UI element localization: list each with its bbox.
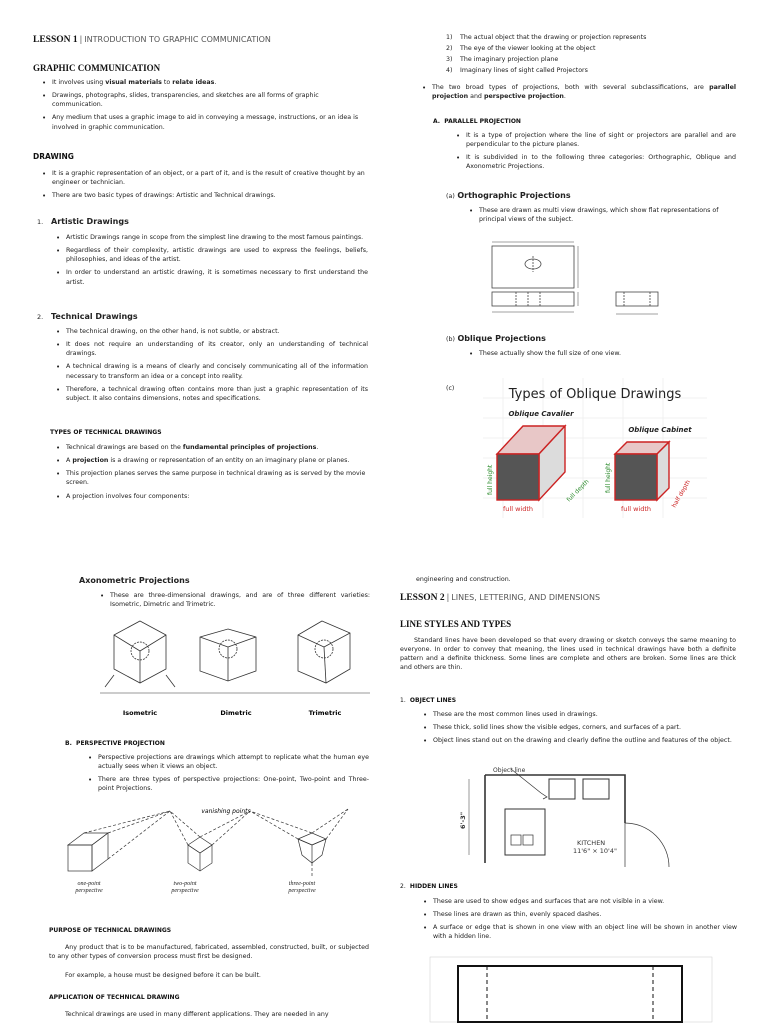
object-lines-bullet-3: • Object lines stand out on the drawing and clearly define the outline and features of the object.	[421, 736, 737, 745]
gc-bullet-3: • Any medium that uses a graphic image to aid in conveying a message, instructions, or an idea is involved in graphic communication.	[40, 113, 370, 131]
ortho-bullet-1: • These are drawn as multi view drawings, which show flat representations of principal views of the subject.	[467, 206, 737, 224]
lesson2-label: LESSON 2	[400, 593, 445, 603]
perspective-heading: B. PERSPECTIVE PROJECTION	[65, 740, 165, 747]
oblique-cabinet-label: Oblique Cabinet	[628, 426, 692, 434]
kitchen-label: KITCHEN	[577, 839, 606, 847]
gc-list	[40, 78, 370, 136]
purpose-paragraph-2: For example, a house must be designed before it can be built.	[65, 972, 261, 979]
cab-half-depth: half depth	[670, 478, 693, 509]
oblique-list	[467, 349, 737, 362]
technical-list	[54, 327, 368, 407]
object-lines-bullet-1: • These are the most common lines used in drawings.	[421, 710, 737, 719]
component-3: 3) The imaginary projection plane	[446, 56, 559, 64]
component-1: 1) The actual object that the drawing or projection represents	[446, 34, 647, 41]
technical-bullet-2: • It does not require an understanding of its creator, only an understanding of technical drawings.	[54, 340, 368, 358]
cabinet-cube	[615, 442, 669, 500]
artistic-bullet-1: • Artistic Drawings range in scope from the simplest line drawing to the most famous paintings.	[54, 233, 368, 242]
cav-full-width: full width	[503, 505, 534, 513]
c-label: (c)	[446, 385, 455, 392]
gc-bullet-1: • It involves using visual materials to relate ideas.	[40, 78, 370, 87]
height-dimension-label: 6'-3"	[459, 811, 467, 829]
lesson1-subtitle: INTRODUCTION TO GRAPHIC COMMUNICATION	[84, 35, 271, 44]
hidden-lines-list	[421, 897, 737, 946]
artistic-bullet-2: • Regardless of their complexity, artistic drawings are used to express the feelings, beliefs, philosophies, and ideas of the artist.	[54, 246, 368, 264]
object-lines-heading: 1. OBJECT LINES	[400, 697, 457, 704]
hidden-lines-bullet-2: • These lines are drawn as thin, evenly spaced dashes.	[421, 910, 737, 919]
three-point-label: three-point perspective	[288, 881, 316, 894]
ortho-heading: (a) Orthographic Projections	[446, 191, 571, 200]
technical-bullet-3: • A technical drawing is a means of clearly and concisely communicating all of the information necessary to transform an idea or a concept into reality.	[54, 362, 368, 380]
line-styles-paragraph: Standard lines have been developed so that every drawing or sketch conveys the same meaning to everyone. In order to convey that meaning, the lines used in technical drawings have both a definite pattern and a definite thickness. Some lines are complete and others are broken. Some lines are thick and others are thin.	[400, 637, 736, 672]
axonometric-list	[98, 591, 370, 613]
artistic-heading: 1. Artistic Drawings	[37, 217, 129, 226]
types-bullet-4: • A projection involves four components:	[54, 492, 368, 501]
cab-full-height: full height	[605, 462, 612, 493]
ortho-list	[467, 206, 737, 228]
cav-full-height: full height	[487, 464, 494, 495]
front-view-rect	[492, 292, 574, 306]
parallel-bullet-1: • It is a type of projection where the line of sight or projectors are parallel and are perpendicular to the picture planes.	[454, 131, 736, 149]
object-lines-bullet-2: • These thick, solid lines show the visible edges, corners, and surfaces of a part.	[421, 723, 737, 732]
broad-types-bullet: • The two broad types of projections, both with several subclassifications, are parallel projection and perspective projection.	[420, 83, 736, 101]
types-list	[54, 443, 368, 505]
types-heading: TYPES OF TECHNICAL DRAWINGS	[50, 429, 162, 436]
component-2: 2) The eye of the viewer looking at the object	[446, 45, 596, 53]
door-swing	[625, 823, 669, 867]
oblique-bullet-1: • These actually show the full size of one view.	[467, 349, 737, 358]
parallel-list	[454, 131, 736, 176]
dimetric-label: Dimetric	[220, 709, 252, 717]
drawing-list	[40, 169, 370, 204]
perspective-bullet-1: • Perspective projections are drawings which attempt to replicate what the human eye actually sees when it views an object.	[86, 753, 369, 771]
orthographic-figure	[428, 234, 740, 326]
technical-bullet-1: • The technical drawing, on the other hand, is not subtle, or abstract.	[54, 327, 368, 336]
lesson1-title: LESSON 1 | INTRODUCTION TO GRAPHIC COMMUNICATION	[33, 35, 271, 45]
axonometric-figure	[100, 617, 370, 721]
parallel-heading: A. PARALLEL PROJECTION	[433, 118, 521, 125]
parallel-bullet-2: • It is subdivided in to the following three categories: Orthographic, Oblique and Axonometric Projections.	[454, 153, 736, 171]
technical-heading: 2. Technical Drawings	[37, 312, 138, 321]
lesson1-title-block	[33, 34, 373, 48]
perspective-bullet-2: • There are three types of perspective projections: One-point, Two-point and Three-point Projections.	[86, 775, 369, 793]
two-point-label: two-point perspective	[171, 881, 199, 894]
object-line-label: Object line	[493, 767, 526, 774]
drawing-bullet-1: • It is a graphic representation of an object, or a part of it, and is the result of creative thought by an engineer or technician.	[40, 169, 370, 187]
kitchen-size-label: 11'6" × 10'4"	[573, 847, 617, 855]
hidden-lines-bullet-1: • These are used to show edges and surfaces that are not visible in a view.	[421, 897, 737, 906]
one-point-box	[68, 845, 92, 871]
application-heading: APPLICATION OF TECHNICAL DRAWING	[49, 994, 180, 1001]
hidden-lines-heading: 2. HIDDEN LINES	[400, 883, 458, 890]
drawing-heading: DRAWING	[33, 152, 74, 161]
purpose-paragraph-1: Any product that is to be manufactured, fabricated, assembled, constructed, built, or subjected to any other types of conversion process must first be designed.	[49, 944, 369, 961]
axonometric-bullet-1: • These are three-dimensional drawings, and are of three different varieties: Isometric, Dimetric and Trimetric.	[98, 591, 370, 609]
purpose-heading: PURPOSE OF TECHNICAL DRAWINGS	[49, 927, 172, 934]
lesson2-title: LESSON 2 | LINES, LETTERING, AND DIMENSIONS	[400, 593, 601, 603]
oblique-cavalier-label: Oblique Cavalier	[508, 410, 574, 418]
oblique-fig-title: Types of Oblique Drawings	[508, 387, 682, 402]
oblique-drawings-figure	[483, 378, 707, 518]
technical-bullet-4: • Therefore, a technical drawing often contains more than just a graphic representation of its subject. It also contains dimensions, notes and specifications.	[54, 385, 368, 403]
lesson1-label: LESSON 1	[33, 35, 78, 45]
graphic-communication-heading: GRAPHIC COMMUNICATION	[33, 63, 161, 73]
components-list	[446, 33, 746, 78]
one-point-label: one-point perspective	[75, 881, 103, 894]
vanishing-points-label: vanishing points	[201, 808, 251, 815]
oblique-heading: (b) Oblique Projections	[446, 334, 546, 343]
line-styles-heading: LINE STYLES AND TYPES	[400, 619, 512, 629]
axonometric-heading: Axonometric Projections	[79, 576, 190, 585]
broad-types-list	[420, 83, 736, 105]
artistic-bullet-3: • In order to understand an artistic drawing, it is sometimes necessary to first understand the artist.	[54, 268, 368, 286]
types-bullet-1: • Technical drawings are based on the fundamental principles of projections.	[54, 443, 368, 452]
lesson2-subtitle: LINES, LETTERING, AND DIMENSIONS	[451, 593, 601, 602]
component-4: 4) Imaginary lines of sight called Projectors	[446, 67, 588, 75]
perspective-figure	[50, 805, 350, 877]
perspective-list	[86, 753, 369, 798]
hidden-lines-bullet-3: • A surface or edge that is shown in one view with an object line will be shown in another view with a hidden line.	[421, 923, 737, 941]
object-line-figure	[455, 763, 695, 871]
gc-bullet-2: • Drawings, photographs, slides, transparencies, and sketches are all forms of graphic communication.	[40, 91, 370, 109]
artistic-list	[54, 233, 368, 291]
types-bullet-2: • A projection is a drawing or representation of an entity on an imaginary plane or planes.	[54, 456, 368, 465]
cab-full-width: full width	[621, 505, 652, 513]
side-view-rect	[616, 292, 658, 306]
types-bullet-3: • This projection planes serves the same purpose in technical drawing as is served by the movie screen.	[54, 469, 368, 487]
trimetric-label: Trimetric	[308, 709, 342, 717]
continued-text: engineering and construction.	[416, 576, 511, 583]
drawing-bullet-2: • There are two basic types of drawings: Artistic and Technical drawings.	[40, 191, 370, 200]
application-paragraph-1: Technical drawings are used in many different applications. They are needed in any	[65, 1011, 329, 1018]
hidden-line-figure	[428, 955, 714, 1024]
cav-full-depth: full depth	[565, 478, 591, 504]
isometric-label: Isometric	[122, 709, 158, 717]
object-lines-list	[421, 710, 737, 749]
